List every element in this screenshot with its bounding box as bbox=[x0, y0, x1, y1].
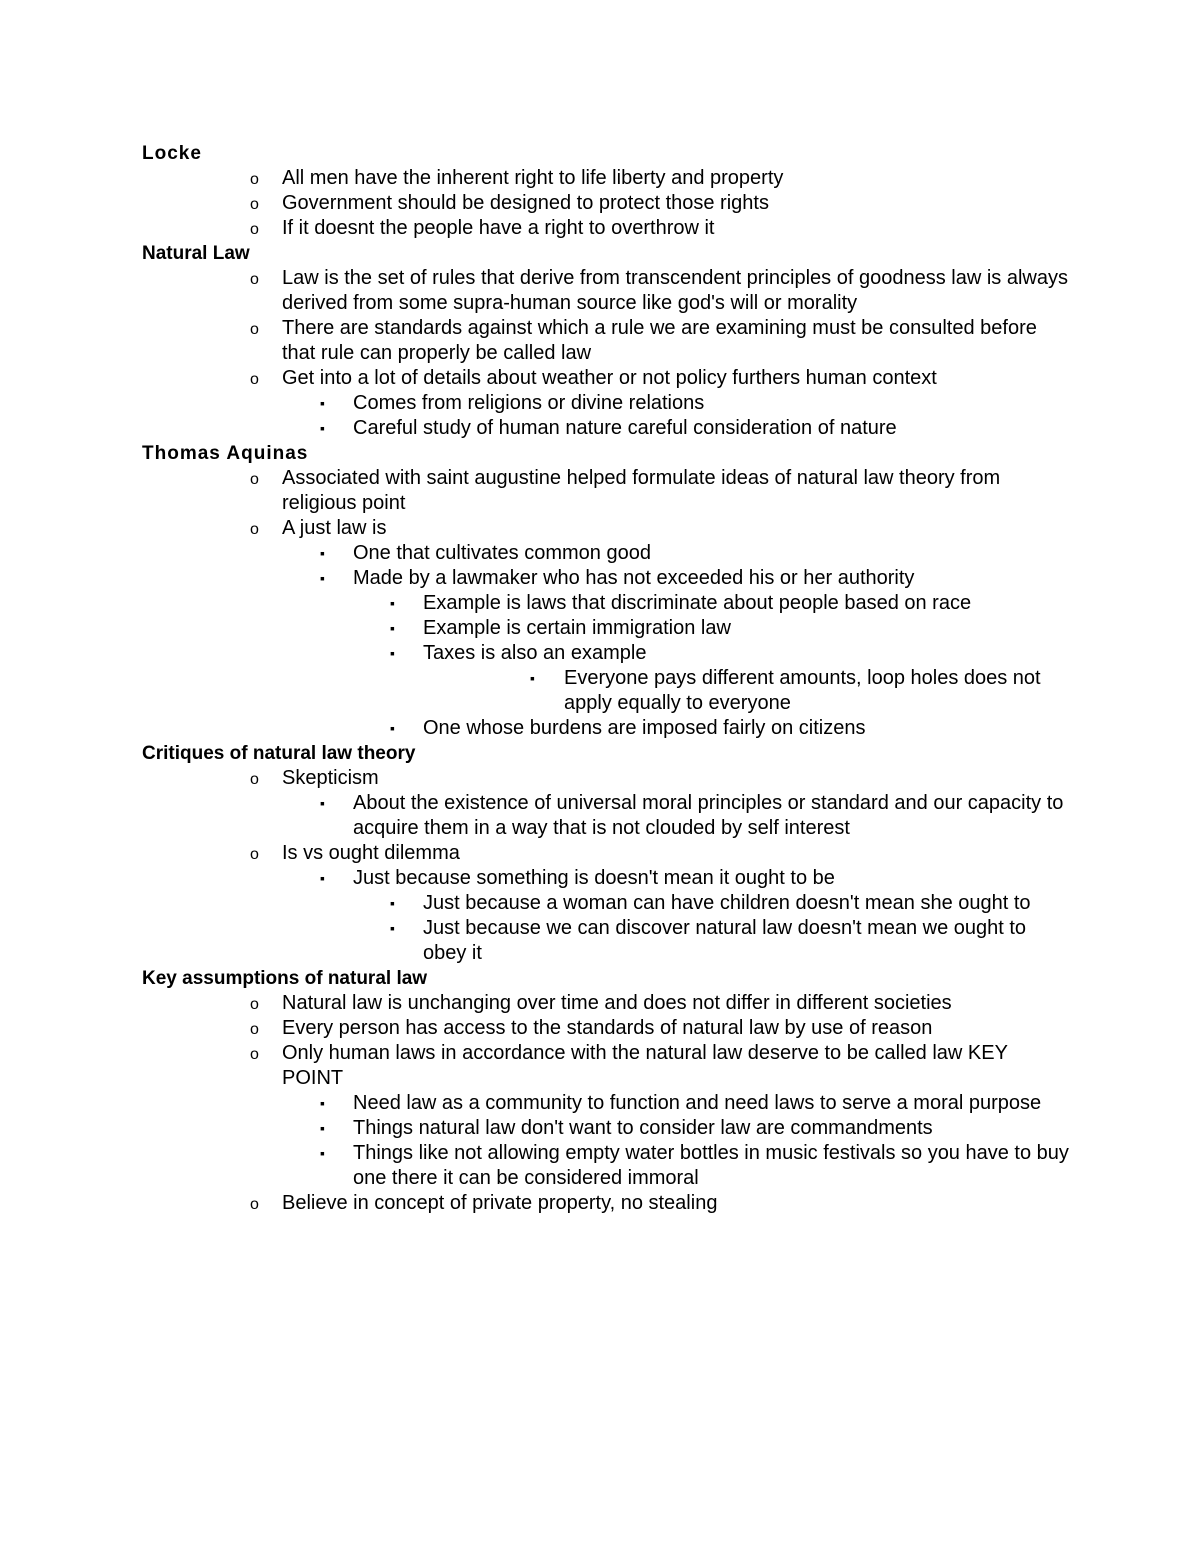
square-bullet-icon: ▪ bbox=[320, 1095, 325, 1111]
list-item-text: Skepticism bbox=[282, 767, 379, 789]
list-item bbox=[250, 366, 1072, 391]
list-item-text: If it doesnt the people have a right to overthrow it bbox=[282, 217, 715, 239]
list-item-text: About the existence of universal moral principles or standard and our capacity to acquire them in a way that is not clouded by self interest bbox=[353, 792, 1064, 839]
list-item bbox=[250, 991, 1072, 1016]
list-item-text: One that cultivates common good bbox=[353, 542, 651, 564]
hollow-bullet-icon: o bbox=[250, 1021, 259, 1038]
list-item bbox=[320, 566, 1073, 591]
list-item-text: Just because a woman can have children doesn't mean she ought to bbox=[423, 892, 1031, 914]
list-item-text: A just law is bbox=[282, 517, 387, 539]
square-bullet-icon: ▪ bbox=[390, 645, 395, 661]
hollow-bullet-icon: o bbox=[250, 1196, 259, 1213]
list-item-text: Natural law is unchanging over time and does not differ in different societies bbox=[282, 992, 952, 1014]
list-item bbox=[390, 716, 1073, 741]
hollow-bullet-icon: o bbox=[250, 846, 259, 863]
list-item bbox=[250, 266, 1072, 316]
list-item bbox=[250, 841, 1072, 866]
square-bullet-icon: ▪ bbox=[320, 1145, 325, 1161]
list-item bbox=[390, 641, 1073, 666]
list-item bbox=[250, 466, 1072, 516]
hollow-bullet-icon: o bbox=[250, 196, 259, 213]
list-item bbox=[320, 391, 1073, 416]
list-item bbox=[320, 791, 1073, 841]
hollow-bullet-icon: o bbox=[250, 371, 259, 388]
list-item-text: Example is laws that discriminate about people based on race bbox=[423, 592, 972, 614]
list-item bbox=[530, 666, 1064, 716]
list-item bbox=[320, 1141, 1073, 1191]
square-bullet-icon: ▪ bbox=[320, 395, 325, 411]
square-bullet-icon: ▪ bbox=[390, 595, 395, 611]
list-item-text: Believe in concept of private property, no stealing bbox=[282, 1192, 718, 1214]
list-item bbox=[390, 616, 1073, 641]
list-item bbox=[250, 216, 1072, 241]
list-item bbox=[320, 1091, 1073, 1116]
list-item-text: Taxes is also an example bbox=[423, 642, 647, 664]
square-bullet-icon: ▪ bbox=[320, 795, 325, 811]
hollow-bullet-icon: o bbox=[250, 471, 259, 488]
hollow-bullet-icon: o bbox=[250, 171, 259, 188]
square-bullet-icon: ▪ bbox=[390, 720, 395, 736]
list-item bbox=[250, 516, 1072, 541]
list-item bbox=[250, 1016, 1072, 1041]
hollow-bullet-icon: o bbox=[250, 271, 259, 288]
list-item-text: Careful study of human nature careful consideration of nature bbox=[353, 417, 897, 439]
list-item-text: Need law as a community to function and need laws to serve a moral purpose bbox=[353, 1092, 1042, 1114]
list-item bbox=[250, 191, 1072, 216]
list-item-text: Example is certain immigration law bbox=[423, 617, 731, 639]
square-bullet-icon: ▪ bbox=[320, 420, 325, 436]
list-item-text: Get into a lot of details about weather or not policy furthers human context bbox=[282, 367, 937, 389]
list-item-text: There are standards against which a rule we are examining must be consulted before that rule can properly be called law bbox=[282, 317, 1037, 364]
hollow-bullet-icon: o bbox=[250, 771, 259, 788]
hollow-bullet-icon: o bbox=[250, 221, 259, 238]
list-item-text: Things like not allowing empty water bottles in music festivals so you have to buy one there it can be considered immoral bbox=[353, 1142, 1069, 1189]
list-item-text: Associated with saint augustine helped formulate ideas of natural law theory from religious point bbox=[282, 467, 1001, 514]
list-item bbox=[320, 1116, 1073, 1141]
section-heading: Critiques of natural law theory bbox=[142, 743, 416, 764]
section-heading: Locke bbox=[142, 143, 202, 164]
square-bullet-icon: ▪ bbox=[320, 1120, 325, 1136]
list-item-text: All men have the inherent right to life liberty and property bbox=[282, 167, 784, 189]
list-item bbox=[320, 541, 1073, 566]
list-item-text: Is vs ought dilemma bbox=[282, 842, 460, 864]
list-item-text: Comes from religions or divine relations bbox=[353, 392, 705, 414]
hollow-bullet-icon: o bbox=[250, 521, 259, 538]
document-page bbox=[0, 141, 1200, 1216]
square-bullet-icon: ▪ bbox=[390, 895, 395, 911]
list-item bbox=[320, 416, 1073, 441]
list-item bbox=[390, 591, 1073, 616]
list-item-text: Every person has access to the standards of natural law by use of reason bbox=[282, 1017, 933, 1039]
square-bullet-icon: ▪ bbox=[390, 920, 395, 936]
square-bullet-icon: ▪ bbox=[320, 570, 325, 586]
section-heading: Key assumptions of natural law bbox=[142, 968, 428, 989]
list-item bbox=[250, 316, 1072, 366]
list-item bbox=[250, 1191, 1072, 1216]
list-item bbox=[390, 891, 1073, 916]
list-item-text: One whose burdens are imposed fairly on citizens bbox=[423, 717, 866, 739]
list-item bbox=[250, 166, 1072, 191]
section-heading: Thomas Aquinas bbox=[142, 443, 309, 464]
list-item bbox=[320, 866, 1073, 891]
list-item-text: Everyone pays different amounts, loop holes does not apply equally to everyone bbox=[564, 667, 1041, 714]
list-item-text: Government should be designed to protect those rights bbox=[282, 192, 769, 214]
list-item-text: Only human laws in accordance with the natural law deserve to be called law KEY POINT bbox=[282, 1042, 1008, 1089]
hollow-bullet-icon: o bbox=[250, 996, 259, 1013]
list-item bbox=[250, 1041, 1072, 1091]
list-item-text: Just because we can discover natural law doesn't mean we ought to obey it bbox=[423, 917, 1027, 964]
square-bullet-icon: ▪ bbox=[320, 870, 325, 886]
square-bullet-icon: ▪ bbox=[320, 545, 325, 561]
hollow-bullet-icon: o bbox=[250, 1046, 259, 1063]
list-item-text: Things natural law don't want to consider law are commandments bbox=[353, 1117, 933, 1139]
square-bullet-icon: ▪ bbox=[530, 670, 535, 686]
list-item bbox=[250, 766, 1072, 791]
hollow-bullet-icon: o bbox=[250, 321, 259, 338]
square-bullet-icon: ▪ bbox=[390, 620, 395, 636]
section-heading: Natural Law bbox=[142, 243, 250, 264]
list-item bbox=[390, 916, 1073, 966]
list-item-text: Made by a lawmaker who has not exceeded his or her authority bbox=[353, 567, 915, 589]
list-item-text: Just because something is doesn't mean it ought to be bbox=[353, 867, 835, 889]
list-item-text: Law is the set of rules that derive from transcendent principles of goodness law is always derived from some supra-human source like god's will or morality bbox=[282, 267, 1068, 314]
